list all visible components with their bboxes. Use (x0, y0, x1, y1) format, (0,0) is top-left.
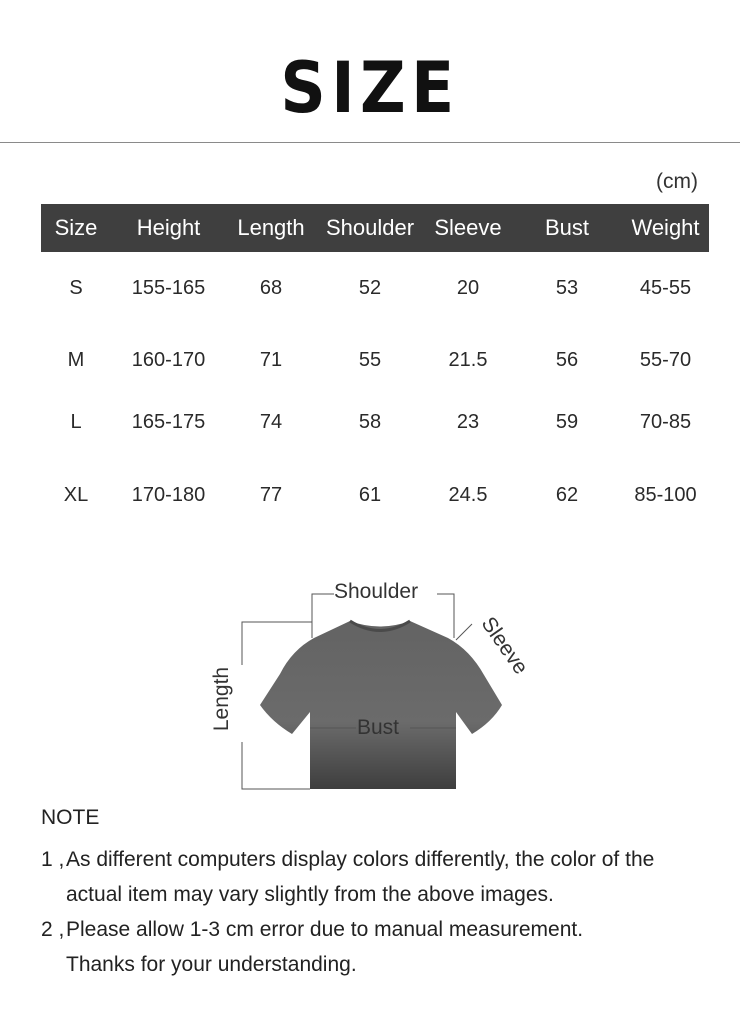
header-weight: Weight (631, 215, 700, 240)
table-cell: 170-180 (131, 483, 206, 506)
table-row-l (41, 396, 709, 448)
note-section (41, 806, 731, 982)
tshirt-shape (260, 621, 502, 789)
table-cell: 56 (555, 348, 579, 371)
note-line: Thanks for your understanding. (66, 953, 357, 976)
sleeve-line (456, 624, 472, 640)
table-cell: 21.5 (448, 348, 488, 371)
note-item (41, 842, 731, 912)
bust-label: Bust (357, 716, 400, 739)
title-divider (0, 142, 740, 143)
table-row-s (41, 252, 709, 324)
table-cell: 58 (358, 410, 382, 433)
note-number: 1 , (41, 848, 65, 871)
table-cell: 55 (358, 348, 382, 371)
table-cell: 20 (456, 276, 480, 299)
note-text (66, 842, 731, 912)
table-cell: 61 (358, 483, 382, 506)
size-chart-table (41, 204, 709, 528)
table-cell: 53 (555, 276, 579, 299)
table-cell: 85-100 (634, 483, 697, 506)
note-line: actual item may vary slightly from the above images. (66, 883, 554, 906)
table-cell: XL (63, 483, 89, 506)
header-length: Length (237, 215, 305, 240)
table-cell: 23 (456, 410, 480, 433)
table-cell: M (67, 348, 85, 371)
table-header-row (41, 204, 709, 252)
note-text (66, 912, 731, 982)
table-cell: 52 (358, 276, 382, 299)
header-bust: Bust (544, 215, 590, 240)
header-size: Size (54, 215, 98, 240)
unit-label: (cm) (656, 170, 698, 193)
table-cell: 160-170 (131, 348, 206, 371)
table-cell: L (70, 410, 82, 433)
table-cell: 55-70 (639, 348, 692, 371)
table-cell: 77 (259, 483, 283, 506)
header-sleeve: Sleeve (434, 215, 502, 240)
table-cell: 45-55 (639, 276, 692, 299)
header-height: Height (136, 215, 201, 240)
table-cell: 70-85 (639, 410, 692, 433)
tshirt-illustration (200, 570, 540, 805)
table-cell: S (69, 276, 83, 299)
table-cell: 74 (259, 410, 283, 433)
table-row-xl (41, 462, 709, 528)
table-cell: 62 (555, 483, 579, 506)
note-line: Please allow 1-3 cm error due to manual measurement. (66, 918, 584, 941)
page-title: SIZE (280, 47, 460, 129)
shoulder-label: Shoulder (334, 580, 419, 603)
header-shoulder: Shoulder (325, 215, 415, 240)
note-item (41, 912, 731, 982)
table-cell: 68 (259, 276, 283, 299)
note-title: NOTE (41, 806, 100, 829)
sleeve-label: Sleeve (476, 612, 533, 679)
note-number: 2 , (41, 918, 65, 941)
table-cell: 155-165 (131, 276, 206, 299)
table-cell: 165-175 (131, 410, 206, 433)
note-line: As different computers display colors differently, the color of the (66, 848, 655, 871)
table-cell: 71 (259, 348, 283, 371)
table-row-m (41, 334, 709, 386)
table-cell: 59 (555, 410, 579, 433)
length-label: Length (210, 666, 233, 732)
tshirt-measurement-diagram (200, 570, 540, 805)
table-cell: 24.5 (448, 483, 488, 506)
